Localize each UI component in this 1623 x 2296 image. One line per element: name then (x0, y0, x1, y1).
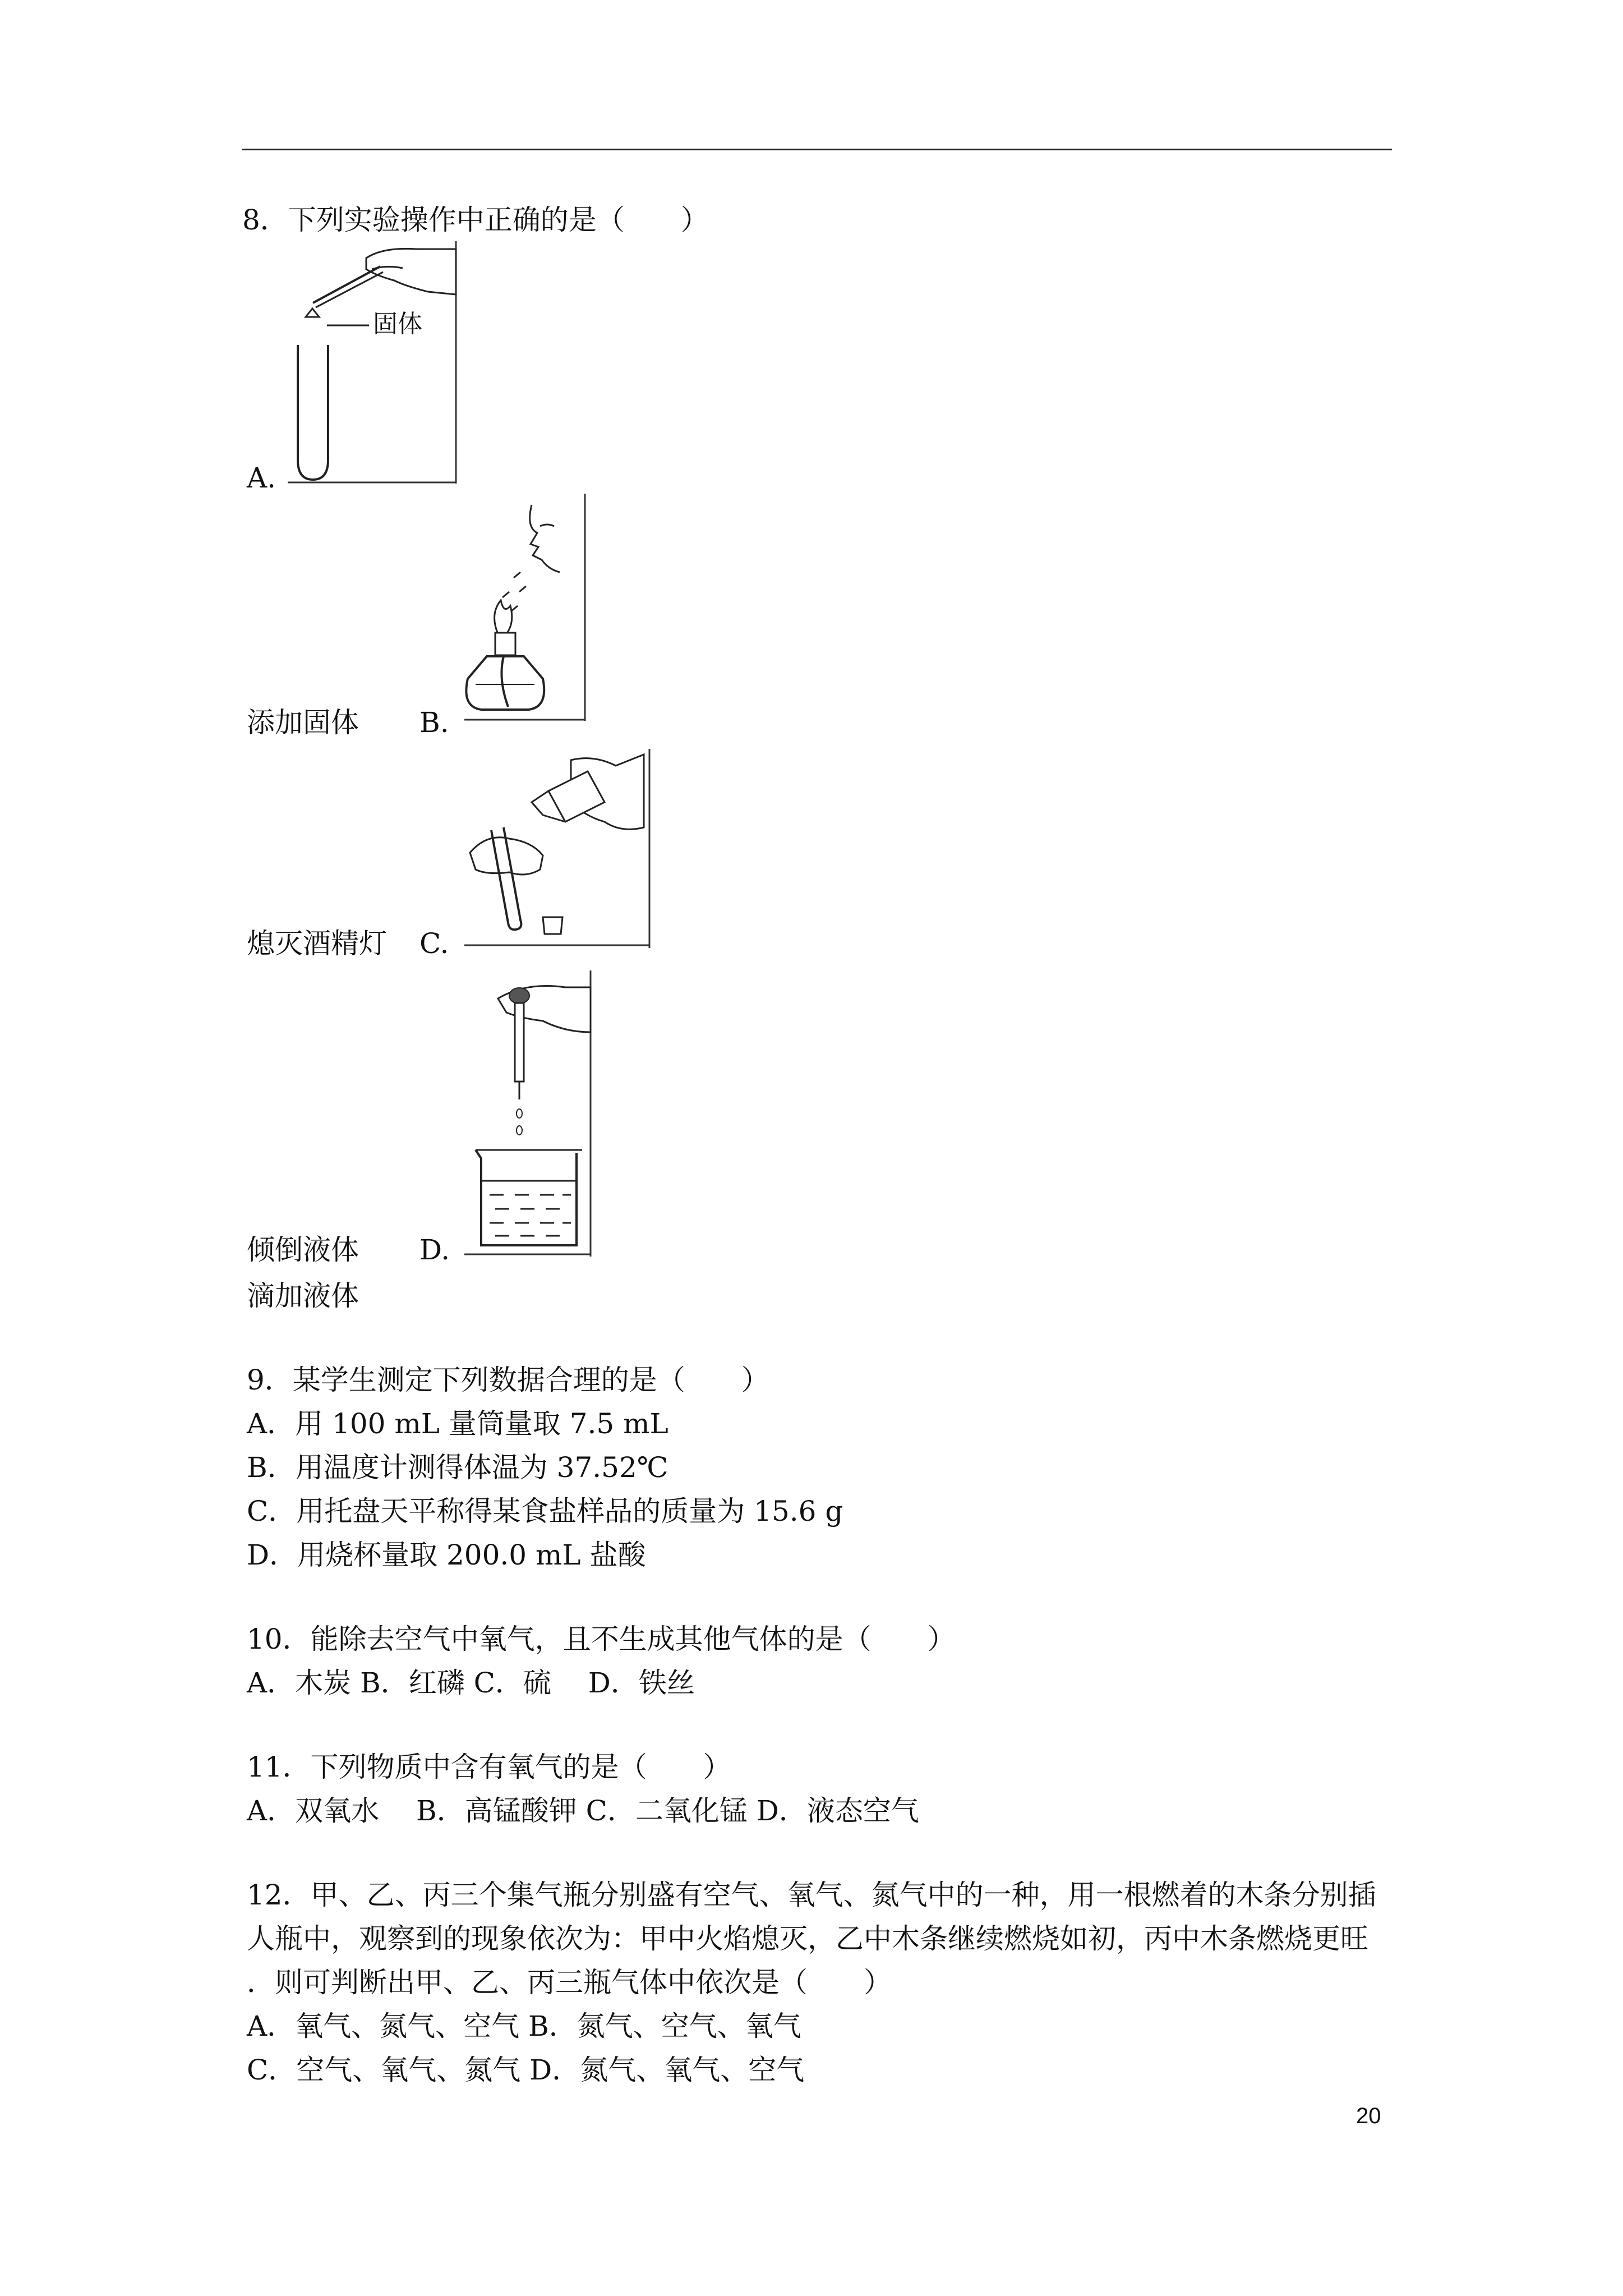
q8-option-c-letter: C. (419, 927, 449, 960)
q8-option-b-letter: B. (419, 706, 449, 739)
figure-add-solid (288, 241, 462, 484)
q10-stem: 10．能除去空气中氧气，且不生成其他气体的是（ ） (247, 1623, 956, 1655)
q12-options-ab: A．氧气、氮气、空气 B．氮气、空气、氧气 (247, 2010, 801, 2042)
q9-option-d: D．用烧杯量取 200.0 mL 盐酸 (247, 1539, 646, 1571)
figure-drop-liquid (464, 970, 593, 1257)
solid-label: 固体 (373, 310, 422, 338)
q10-options: A．木炭 B．红磷 C．硫 D．铁丝 (247, 1667, 695, 1699)
q8-option-a-caption: 添加固体 (247, 706, 359, 739)
figure-pour-liquid (464, 749, 652, 948)
q12-stem-line-2: 人瓶中，观察到的现象依次为：甲中火焰熄灭，乙中木条继续燃烧如初，丙中木条燃烧更旺 (247, 1922, 1368, 1955)
page-number: 20 (1356, 2104, 1381, 2128)
header-rule (242, 149, 1392, 150)
q8-option-c-caption: 倾倒液体 (247, 1234, 359, 1266)
q9-option-c: C．用托盘天平称得某食盐样品的质量为 15.6 g (247, 1495, 843, 1527)
q8-option-a-letter: A. (247, 462, 276, 494)
q8-stem: 8．下列实验操作中正确的是（ ） (242, 204, 709, 236)
q8-option-d-letter: D. (419, 1234, 450, 1266)
q9-option-a: A．用 100 mL 量筒量取 7.5 mL (247, 1407, 668, 1440)
q8-option-d-caption: 滴加液体 (247, 1280, 359, 1312)
q11-stem: 11．下列物质中含有氧气的是（ ） (247, 1751, 731, 1783)
q11-options: A．双氧水 B．高锰酸钾 C．二氧化锰 D．液态空气 (247, 1795, 919, 1827)
q9-option-b: B．用温度计测得体温为 37.52℃ (247, 1451, 668, 1484)
q12-stem-line-1: 12．甲、乙、丙三个集气瓶分别盛有空气、氧气、氮气中的一种，用一根燃着的木条分别插 (247, 1879, 1376, 1911)
figure-blow-out-lamp (464, 494, 589, 721)
q12-options-cd: C．空气、氧气、氮气 D．氮气、氧气、空气 (247, 2054, 805, 2086)
q9-stem: 9．某学生测定下列数据合理的是（ ） (247, 1364, 769, 1396)
q8-option-b-caption: 熄灭酒精灯 (247, 927, 387, 960)
q12-stem-line-3: ．则可判断出甲、乙、丙三瓶气体中依次是（ ） (247, 1966, 892, 1999)
